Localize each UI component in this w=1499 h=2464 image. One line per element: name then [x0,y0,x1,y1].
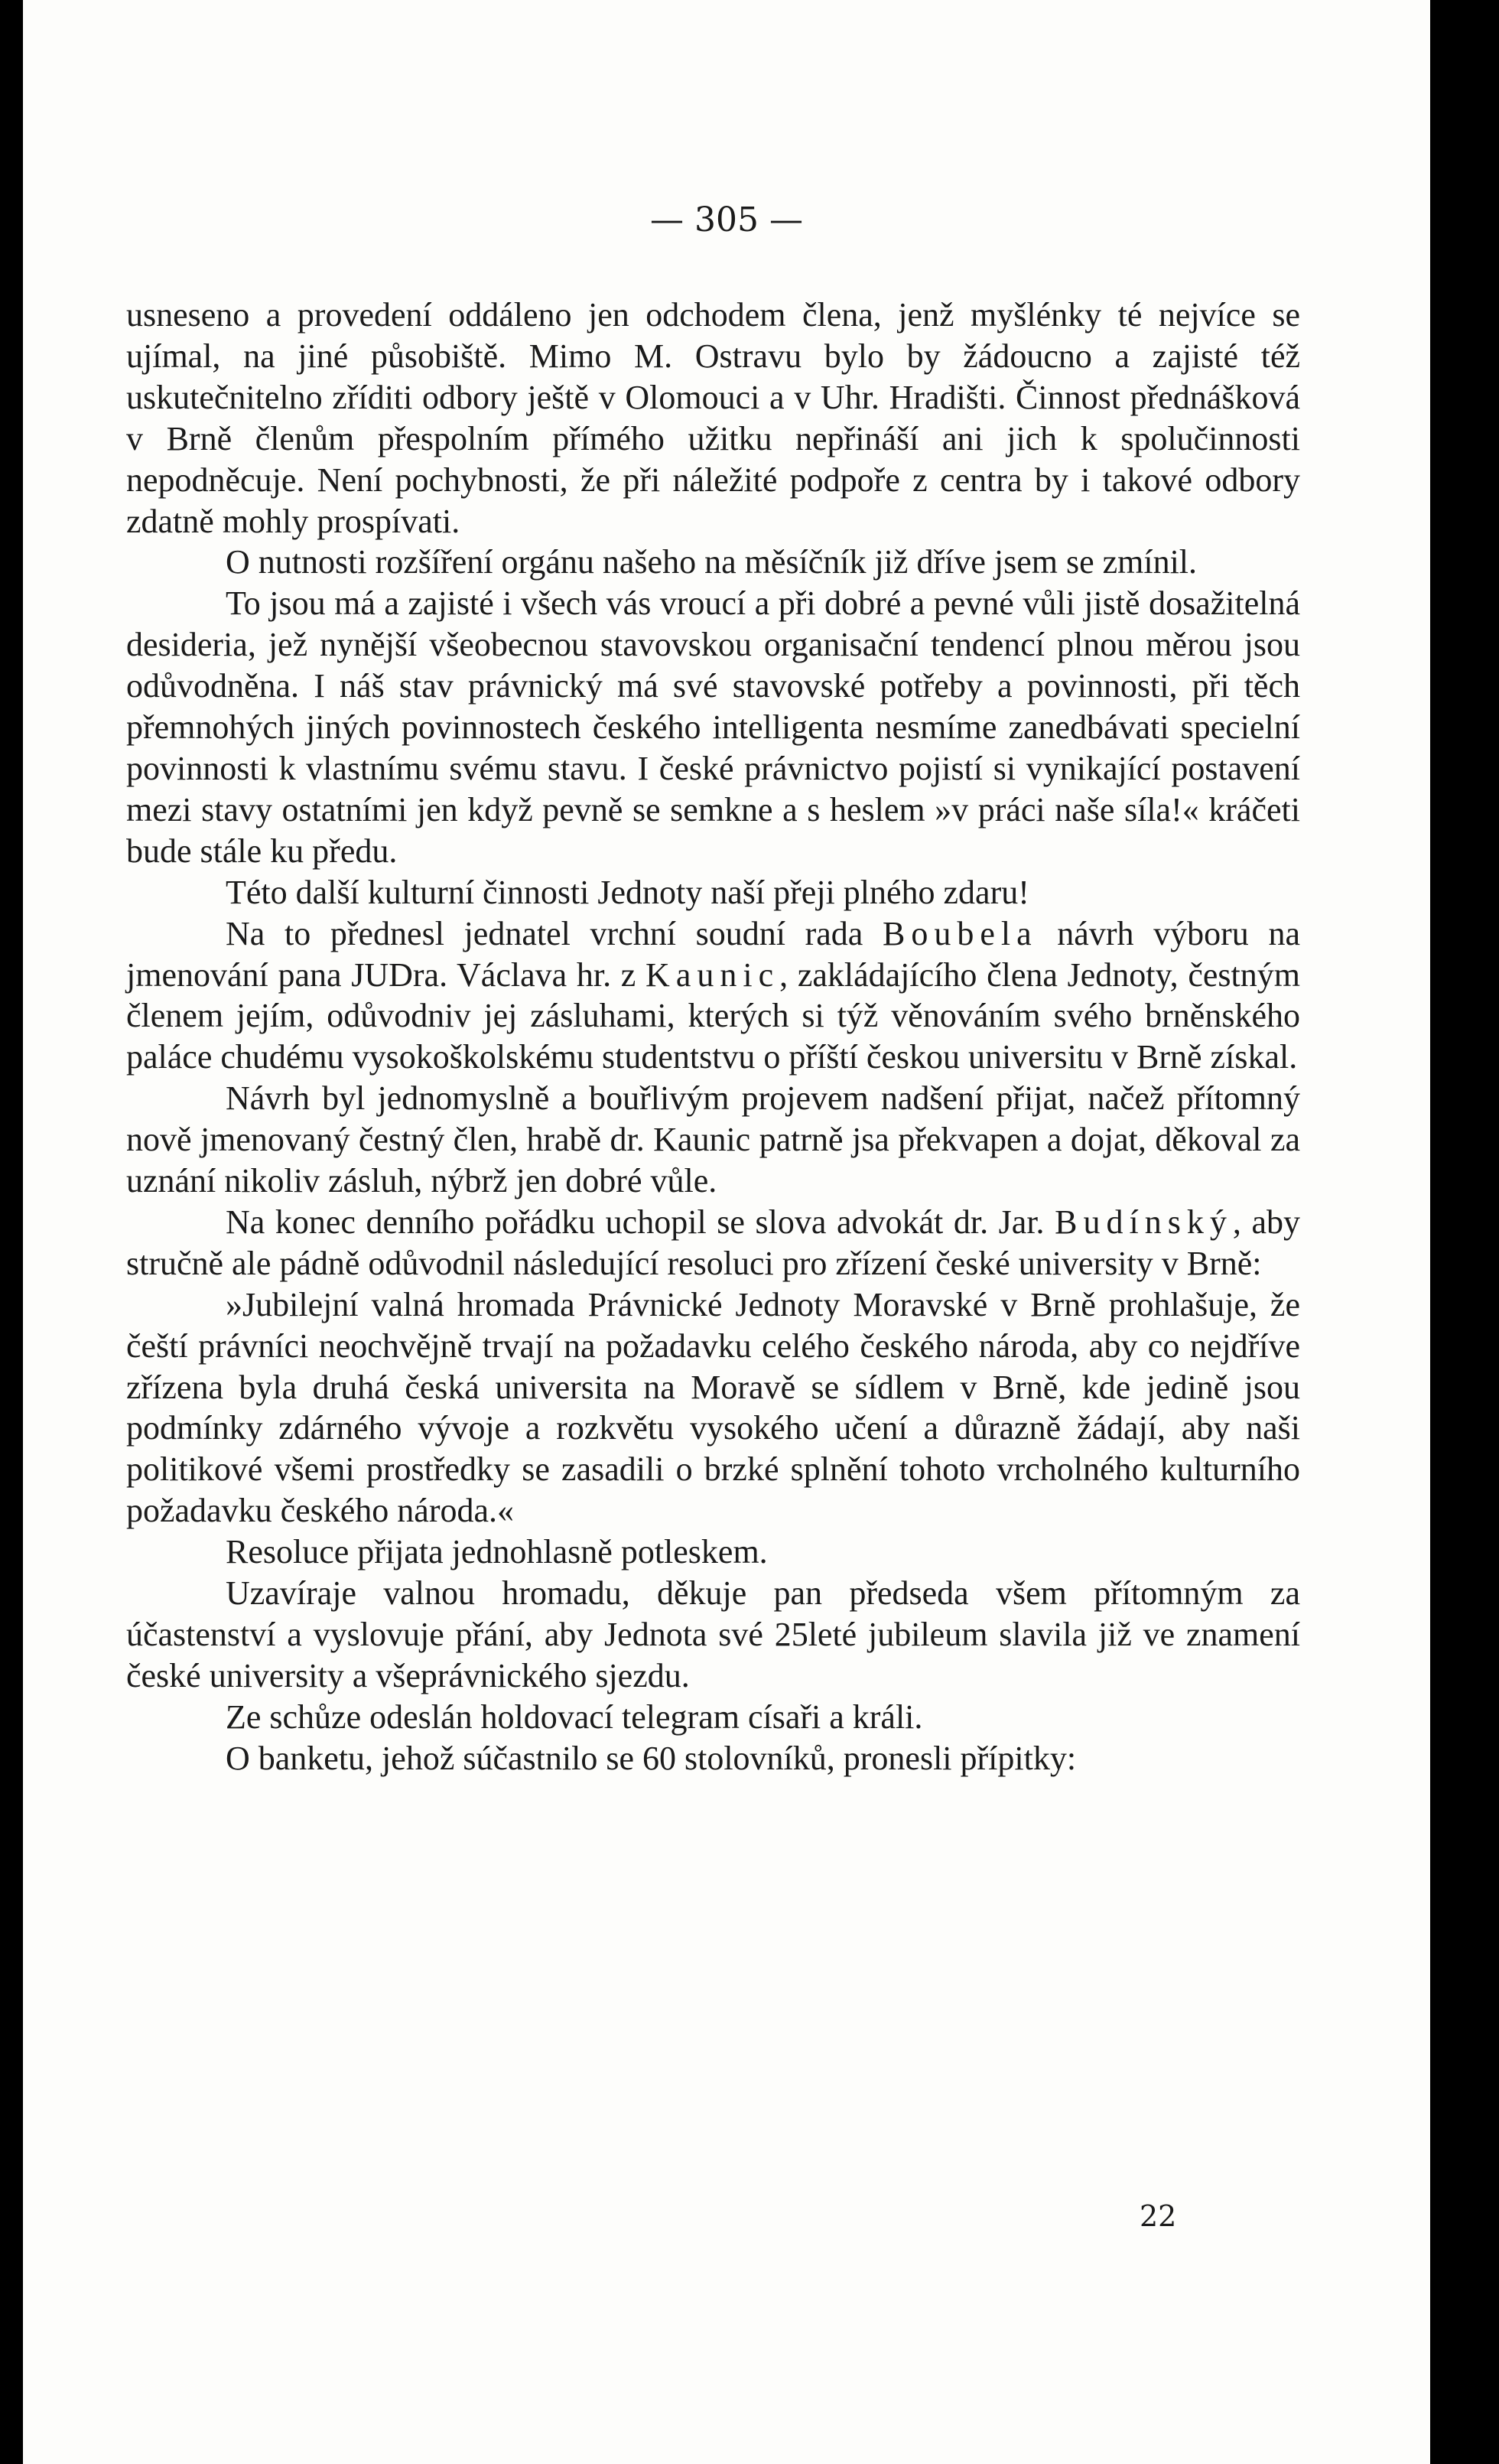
name-boubela: Boubela [882,914,1038,952]
paragraph-2: O nutnosti rozšíření orgánu našeho na měsíčník již dříve jsem se zmínil. [226,543,1198,581]
name-budinsky: Budínský [1055,1203,1233,1241]
signature-mark: 22 [1140,2199,1177,2233]
paragraph-6: Návrh byl jednomyslně a bouřlivým projevem nadšení přijat, načež přítomný nově jmenovaný čestný člen, hrabě dr. Kaunic patrně jsa překvapen a dojat, děkoval za uznání nikoliv zásluh, nýbrž jen dobré vůle. [126,1079,1300,1200]
paragraph-5: Na to přednesl jednatel vrchní soudní rada Boubela návrh výboru na jmenování pana JUDra. Václava hr. z Kaunic, zakládajícího člena Jednoty, čestným členem jejím, odůvodniv jej zásluhami, kterých si týž věnováním svého brněnského paláce chudému vysokoškolskému studentstvu o příští českou universitu v Brně získal. [126,914,1300,1076]
body-text [126,295,1300,1779]
resolution-quote: »Jubilejní valná hromada Právnické Jednoty Moravské v Brně prohlašuje, že čeští právníci neochvějně trvají na požadavku celého českého národa, aby co nejdříve zřízena byla druhá česká universita na Moravě se sídlem v Brně, kde jedině jsou podmínky zdárného vývoje a rozkvětu vysokého učení a důrazně žádají, aby naši politikové všemi prostředky se zasadili o brzké splnění tohoto vrcholného kulturního požadavku českého národa.« [126,1285,1300,1530]
document-page [23,0,1430,2464]
paragraph-1: usneseno a provedení oddáleno jen odchodem člena, jenž myšlénky té nejvíce se ujímal, na jiné působiště. Mimo M. Ostravu bylo by žádoucno a zajisté též uskutečnitelno zříditi odbory ještě v Olomouci a v Uhr. Hradišti. Činnost přednášková v Brně členům přespolním přímého užitku nepřináší ani jich k spolučinnosti nepodněcuje. Není pochybnosti, že při náležité podpoře z centra by i takové odbory zdatně mohly prospívati. [126,296,1300,540]
paragraph-3: To jsou má a zajisté i všech vás vroucí a při dobré a pevné vůli jistě dosažitelná desideria, jež nynější všeobecnou stavovskou organisační tendencí plnou měrou jsou odůvodněna. I náš stav právnický má své stavovské potřeby a povinnosti, při těch přemnohých jiných povinnostech českého intelligenta nesmíme zanedbávati specielní povinnosti k vlastnímu svému stavu. I české právnictvo pojistí si vynikající postavení mezi stavy ostatními jen když pevně se semkne a s heslem »v práci naše síla!« kráčeti bude stále ku předu. [126,584,1300,870]
paragraph-11: Ze schůze odeslán holdovací telegram císaři a králi. [226,1697,923,1736]
paragraph-4: Této další kulturní činnosti Jednoty naší přeji plného zdaru! [226,873,1029,911]
paragraph-9: Resoluce přijata jednohlasně potleskem. [226,1533,768,1571]
paragraph-10: Uzavíraje valnou hromadu, děkuje pan předseda všem přítomným za účastenství a vyslovuje přání, aby Jednota své 25leté jubileum slavila již ve znamení české university a všeprávnického sjezdu. [126,1574,1300,1694]
name-kaunic: Kaunic [645,955,780,994]
page-number: — 305 — [650,200,803,239]
paragraph-7: Na konec denního pořádku uchopil se slova advokát dr. Jar. Budínský, aby stručně ale pádně odůvodnil následující resoluci pro zřízení české university v Brně: [126,1203,1301,1282]
paragraph-12: O banketu, jehož súčastnilo se 60 stolovníků, pronesli přípitky: [226,1739,1077,1777]
